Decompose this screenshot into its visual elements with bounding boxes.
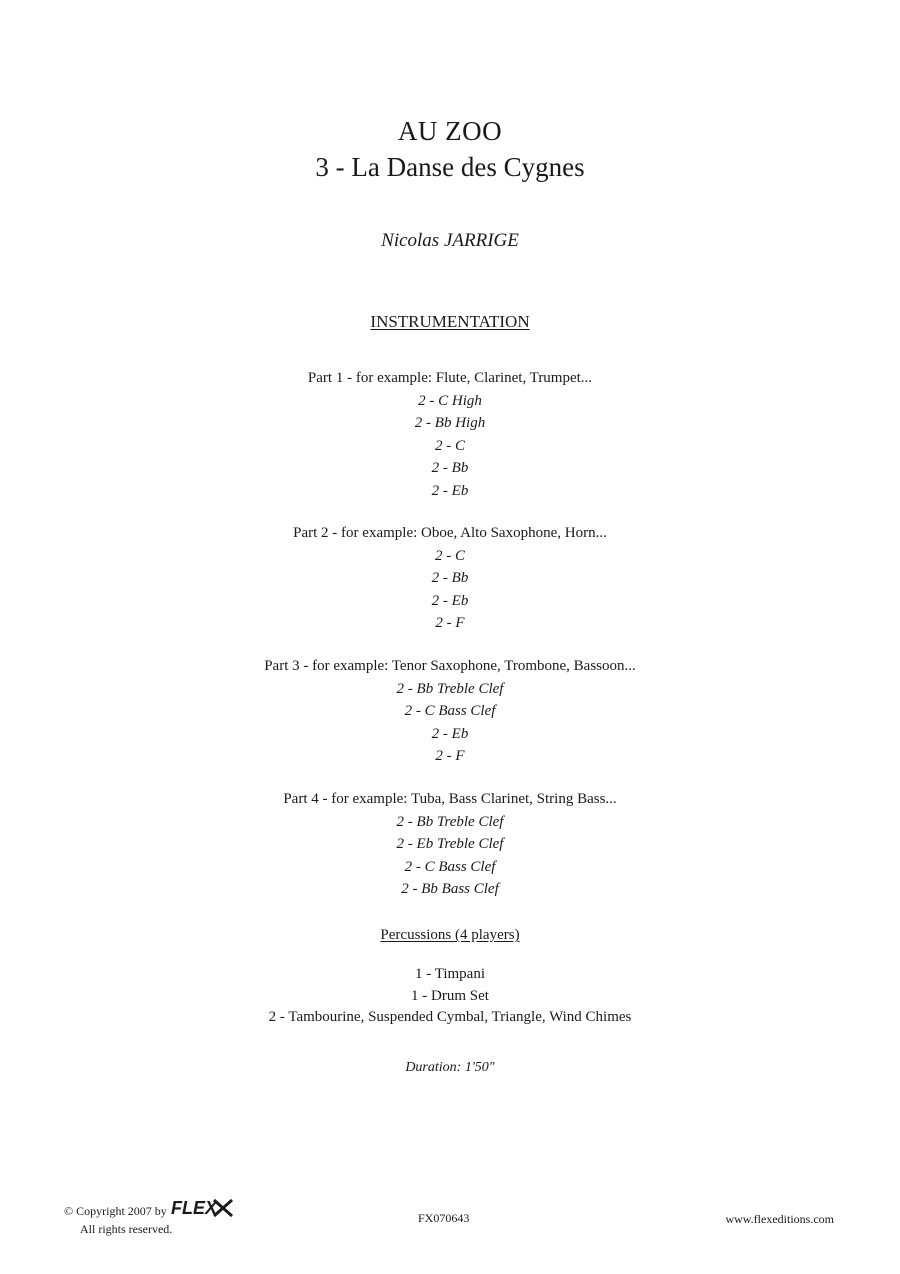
part-item: 2 - Eb bbox=[431, 725, 469, 742]
part-item: 2 - C Bass Clef bbox=[404, 858, 496, 875]
instrumentation-heading: INSTRUMENTATION bbox=[370, 312, 530, 331]
percussion-list bbox=[0, 964, 900, 1029]
title-line-2: 3 - La Danse des Cygnes bbox=[315, 152, 585, 182]
percussion-item: 1 - Timpani bbox=[414, 966, 486, 982]
part-heading: Part 4 - for example: Tuba, Bass Clarinet, String Bass... bbox=[283, 791, 617, 807]
part-item: 2 - C bbox=[435, 547, 465, 564]
part-item: 2 - C High bbox=[418, 392, 482, 409]
part-heading: Part 1 - for example: Flute, Clarinet, Trumpet... bbox=[307, 370, 593, 386]
percussion-heading: Percussions (4 players) bbox=[380, 927, 520, 943]
rights-text: All rights reserved. bbox=[80, 1222, 173, 1236]
website-link[interactable]: www.flexeditions.com bbox=[725, 1212, 834, 1226]
composer-name: Nicolas JARRIGE bbox=[381, 230, 519, 251]
part-item: 2 - Bb bbox=[431, 460, 469, 476]
part-item: 2 - Bb bbox=[431, 570, 469, 586]
part-item: 2 - Eb Treble Clef bbox=[396, 836, 504, 852]
part-item: 2 - Bb Treble Clef bbox=[396, 680, 504, 697]
flex-logo-text: FLEX bbox=[170, 1198, 217, 1218]
flex-logo bbox=[170, 1197, 234, 1219]
part-heading: Part 2 - for example: Oboe, Alto Saxophone, Horn... bbox=[293, 525, 607, 541]
part-item: 2 - C Bass Clef bbox=[404, 703, 496, 719]
part-item: 2 - Bb High bbox=[414, 415, 486, 431]
part-3-group bbox=[0, 655, 900, 768]
part-item: 2 - F bbox=[435, 615, 465, 631]
part-item: 2 - Bb Bass Clef bbox=[401, 881, 499, 897]
part-2-group bbox=[0, 522, 900, 635]
title-line-1: AU ZOO bbox=[397, 116, 503, 146]
duration: Duration: 1'50" bbox=[405, 1060, 495, 1075]
part-item: 2 - C bbox=[435, 437, 465, 454]
flex-logo-graphic bbox=[170, 1197, 234, 1219]
copyright-text: © Copyright 2007 by bbox=[64, 1203, 167, 1218]
part-item: 2 - Eb bbox=[431, 592, 469, 609]
part-1-group bbox=[0, 367, 900, 502]
copyright-block bbox=[64, 1200, 234, 1237]
part-item: 2 - F bbox=[435, 748, 465, 764]
part-item: 2 - Eb bbox=[431, 482, 469, 499]
part-item: 2 - Bb Treble Clef bbox=[396, 813, 504, 830]
percussion-item: 2 - Tambourine, Suspended Cymbal, Triangle, Wind Chimes bbox=[268, 1009, 632, 1025]
catalog-number: FX070643 bbox=[418, 1211, 470, 1225]
part-heading: Part 3 - for example: Tenor Saxophone, Trombone, Bassoon... bbox=[264, 658, 636, 674]
part-4-group bbox=[0, 788, 900, 901]
percussion-item: 1 - Drum Set bbox=[411, 987, 489, 1004]
